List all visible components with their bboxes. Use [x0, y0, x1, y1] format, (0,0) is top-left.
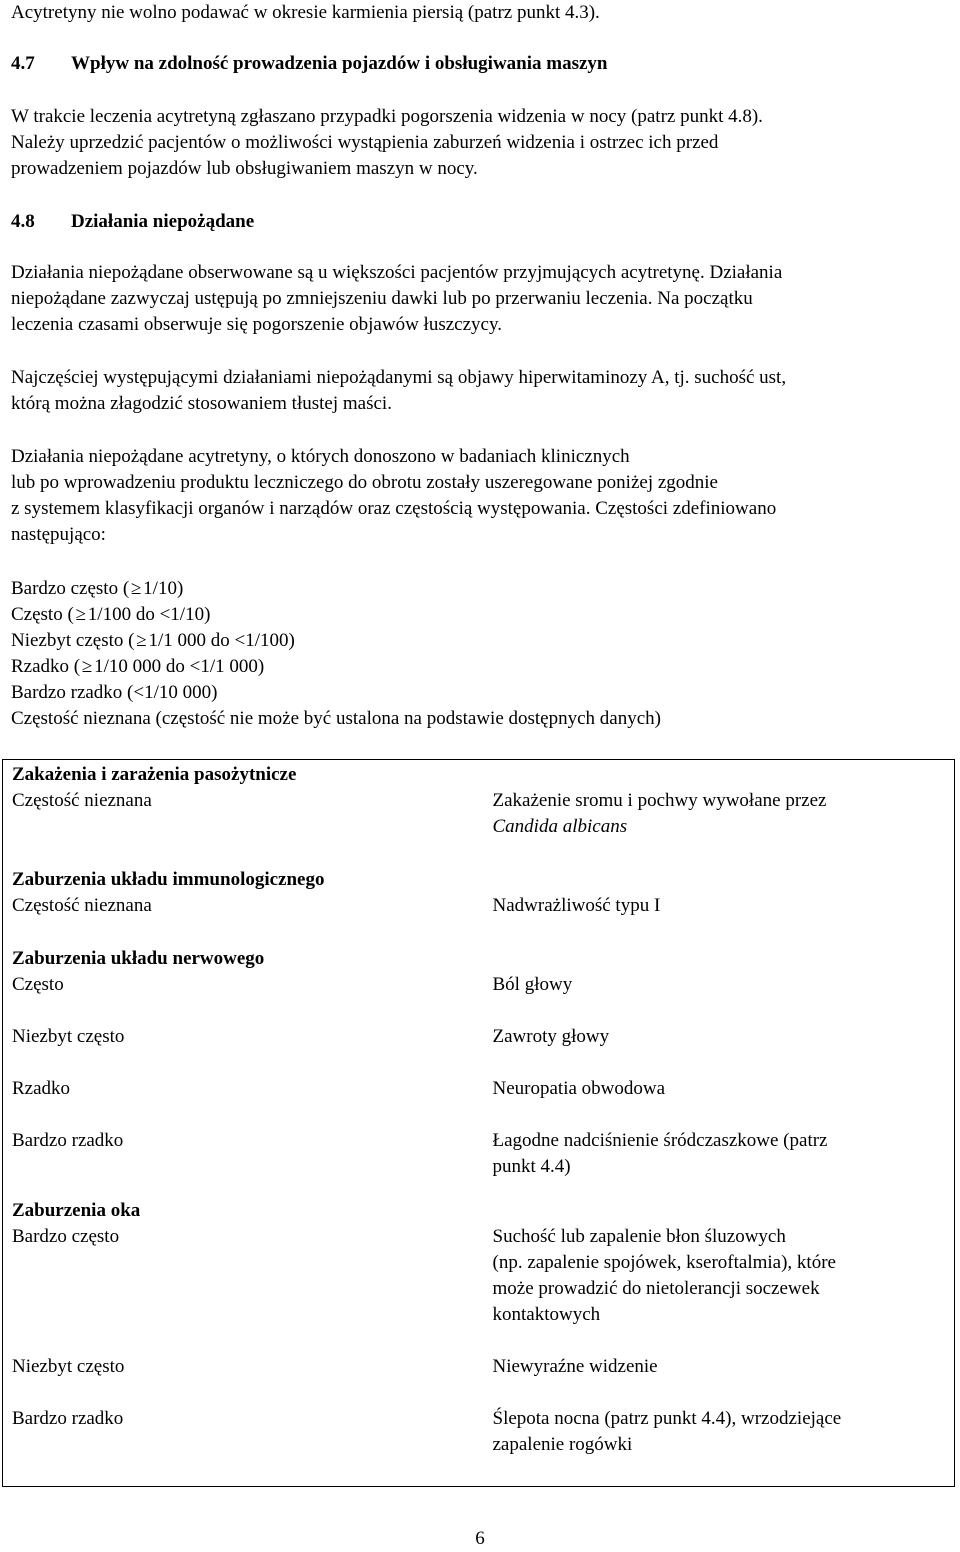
- table-cell: [3, 865, 481, 944]
- text-line: Działania niepożądane acytretyny, o których donoszono w badaniach klinicznych: [11, 446, 630, 467]
- soc-heading: Zaburzenia oka: [12, 1199, 141, 1221]
- frequency-label: Częstość nieznana: [12, 790, 152, 811]
- paragraph-2: [11, 365, 786, 417]
- effect-text: Ból głowy: [492, 973, 573, 995]
- effect-text: Candida albicans: [492, 816, 628, 837]
- effect-text: Neuropatia obwodowa: [492, 1077, 666, 1099]
- adverse-effects-table: [2, 759, 955, 1487]
- text-line: leczenia czasami obserwuje się pogorszenie objawów łuszczycy.: [11, 314, 502, 335]
- frequency-label: Niezbyt często: [12, 1355, 125, 1377]
- table-cell: [3, 1192, 481, 1487]
- freq-text: Bardzo często (: [11, 578, 130, 599]
- frequency-label: Bardzo rzadko: [12, 1129, 124, 1151]
- effect-text: może prowadzić do nietolerancji soczewek: [492, 1277, 820, 1299]
- frequency-label: Częstość nieznana: [12, 894, 152, 916]
- table-cell: [481, 944, 955, 1192]
- freq-text: Często (: [11, 604, 74, 625]
- effect-text: Ślepota nocna (patrz punkt 4.4), wrzodziejące: [492, 1407, 842, 1429]
- table-row: [3, 1192, 955, 1487]
- frequency-line: [11, 706, 661, 732]
- effect-text: Nadwrażliwość typu I: [492, 894, 661, 916]
- effect-text: Zakażenie sromu i pochwy wywołane przez: [492, 790, 827, 811]
- frequency-line: [11, 654, 661, 680]
- greater-equal-symbol: [129, 576, 143, 602]
- table-cell: [3, 944, 481, 1192]
- effect-text: Niewyraźne widzenie: [492, 1355, 658, 1377]
- frequency-line: [11, 680, 661, 706]
- frequency-definitions: [11, 576, 661, 732]
- effect-text: punkt 4.4): [492, 1155, 571, 1177]
- table-row: [3, 865, 955, 944]
- text-line: lub po wprowadzeniu produktu leczniczego do obrotu zostały uszeregowane poniżej zgodnie: [11, 472, 718, 493]
- paragraph-3: [11, 444, 776, 548]
- text-line: którą można złagodzić stosowaniem tłustej maści.: [11, 393, 392, 414]
- frequency-label: Rzadko: [12, 1077, 71, 1099]
- table-cell: [481, 760, 955, 865]
- text-line: Należy uprzedzić pacjentów o możliwości wystąpienia zaburzeń widzenia i ostrzec ich przed: [11, 132, 719, 153]
- table-cell: [481, 1192, 955, 1487]
- text-line: niepożądane zazwyczaj ustępują po zmniejszeniu dawki lub po przerwaniu leczenia. Na początku: [11, 288, 753, 309]
- effect-text: Łagodne nadciśnienie śródczaszkowe (patrz: [492, 1129, 828, 1151]
- freq-text: Bardzo rzadko (<1/10 000): [11, 682, 218, 703]
- frequency-label: Często: [12, 973, 64, 995]
- frequency-line: [11, 628, 661, 654]
- section-4-8-heading: [11, 209, 254, 235]
- effect-text: kontaktowych: [492, 1303, 601, 1325]
- paragraph-1: [11, 260, 782, 338]
- intro-paragraph: [11, 0, 600, 26]
- section-title: Działania niepożądane: [71, 211, 255, 232]
- frequency-label: Bardzo rzadko: [12, 1407, 124, 1429]
- table-row: [3, 760, 955, 865]
- soc-heading: Zaburzenia układu immunologicznego: [12, 868, 325, 890]
- effect-text: Zawroty głowy: [492, 1025, 610, 1047]
- freq-text: 1/10): [143, 578, 184, 599]
- table-row: [3, 944, 955, 1192]
- freq-text: Częstość nieznana (częstość nie może być ustalona na podstawie dostępnych danych): [11, 708, 661, 729]
- intro-line: Acytretyny nie wolno podawać w okresie karmienia piersią (patrz punkt 4.3).: [11, 2, 600, 23]
- section-4-7-paragraph: [11, 104, 763, 182]
- frequency-line: [11, 576, 661, 602]
- greater-equal-symbol: [80, 654, 94, 680]
- text-line: W trakcie leczenia acytretyną zgłaszano przypadki pogorszenia widzenia w nocy (patrz punkt 4.8).: [11, 106, 763, 127]
- frequency-label: Niezbyt często: [12, 1025, 125, 1047]
- table-cell: [3, 760, 481, 865]
- frequency-label: Bardzo często: [12, 1225, 120, 1247]
- text-line: Działania niepożądane obserwowane są u większości pacjentów przyjmujących acytretynę. Działania: [11, 262, 783, 283]
- text-line: prowadzeniem pojazdów lub obsługiwaniem maszyn w nocy.: [11, 158, 478, 179]
- text-line: następująco:: [11, 524, 106, 545]
- soc-heading: Zakażenia i zarażenia pasożytnicze: [12, 764, 297, 785]
- freq-text: Rzadko (: [11, 656, 81, 677]
- table-cell: [481, 865, 955, 944]
- freq-text: Niezbyt często (: [11, 630, 135, 651]
- effect-text: Suchość lub zapalenie błon śluzowych: [492, 1225, 786, 1247]
- soc-heading: Zaburzenia układu nerwowego: [12, 947, 265, 969]
- text-line: z systemem klasyfikacji organów i narządów oraz częstością występowania. Częstości zdefiniowano: [11, 498, 777, 519]
- section-number: 4.7: [11, 53, 35, 74]
- section-4-7-heading: [11, 51, 607, 77]
- page-number: 6: [475, 1528, 485, 1549]
- section-number: 4.8: [11, 211, 35, 232]
- greater-equal-symbol: [134, 628, 148, 654]
- effect-text: (np. zapalenie spojówek, kseroftalmia), które: [492, 1251, 836, 1273]
- frequency-line: [11, 602, 661, 628]
- freq-text: 1/100 do <1/10): [87, 604, 211, 625]
- freq-text: 1/10 000 do <1/1 000): [94, 656, 265, 677]
- freq-text: 1/1 000 do <1/100): [148, 630, 295, 651]
- greater-equal-symbol: [74, 602, 88, 628]
- section-title: Wpływ na zdolność prowadzenia pojazdów i obsługiwania maszyn: [71, 53, 608, 74]
- text-line: Najczęściej występującymi działaniami niepożądanymi są objawy hiperwitaminozy A, tj. suchość ust,: [11, 367, 787, 388]
- effect-text: zapalenie rogówki: [492, 1433, 633, 1455]
